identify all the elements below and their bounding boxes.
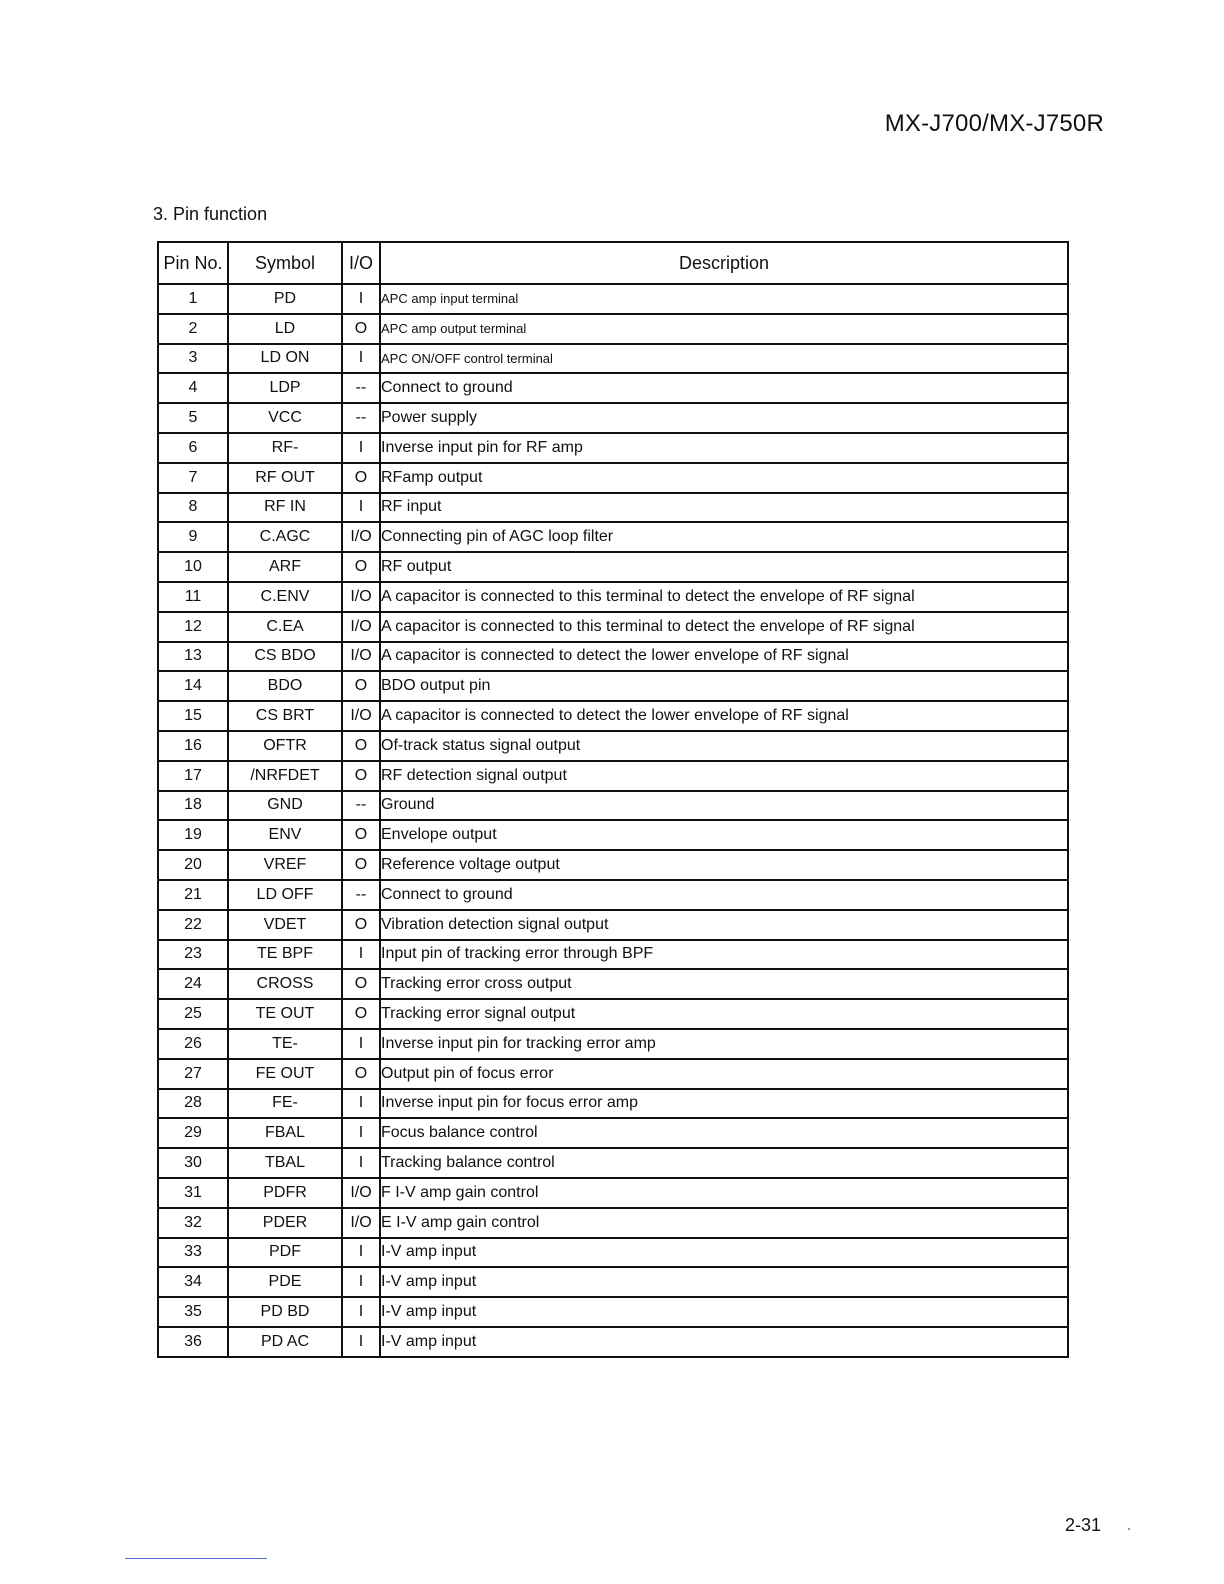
description-cell: APC amp input terminal — [380, 284, 1068, 314]
table-row — [158, 612, 1068, 642]
symbol-cell: ARF — [228, 552, 342, 582]
table-row — [158, 999, 1068, 1029]
symbol-cell: RF OUT — [228, 463, 342, 493]
symbol-cell: CROSS — [228, 969, 342, 999]
description-cell: I-V amp input — [380, 1297, 1068, 1327]
pin-number-cell: 26 — [158, 1029, 228, 1059]
col-header-pin: Pin No. — [158, 242, 228, 284]
symbol-cell: PDE — [228, 1267, 342, 1297]
description-cell: Input pin of tracking error through BPF — [380, 940, 1068, 970]
pin-number-cell: 8 — [158, 493, 228, 523]
io-cell: I — [342, 1118, 380, 1148]
table-row — [158, 284, 1068, 314]
pin-number-cell: 33 — [158, 1238, 228, 1268]
io-cell: O — [342, 761, 380, 791]
symbol-cell: LD OFF — [228, 880, 342, 910]
description-cell: Power supply — [380, 403, 1068, 433]
description-cell: Inverse input pin for focus error amp — [380, 1089, 1068, 1119]
io-cell: I — [342, 1327, 380, 1357]
symbol-cell: C.ENV — [228, 582, 342, 612]
col-header-symbol: Symbol — [228, 242, 342, 284]
description-cell: Envelope output — [380, 820, 1068, 850]
io-cell: O — [342, 671, 380, 701]
table-row — [158, 642, 1068, 672]
pin-number-cell: 22 — [158, 910, 228, 940]
description-cell: Inverse input pin for RF amp — [380, 433, 1068, 463]
io-cell: -- — [342, 403, 380, 433]
description-cell: RF input — [380, 493, 1068, 523]
page-number: 2-31 — [1065, 1515, 1102, 1535]
description-cell: Tracking error signal output — [380, 999, 1068, 1029]
symbol-cell: FE OUT — [228, 1059, 342, 1089]
decorative-line — [125, 1558, 267, 1559]
table-row — [158, 1178, 1068, 1208]
io-cell: I/O — [342, 612, 380, 642]
io-cell: I — [342, 344, 380, 374]
symbol-cell: TE- — [228, 1029, 342, 1059]
symbol-cell: FBAL — [228, 1118, 342, 1148]
table-row — [158, 791, 1068, 821]
table-row — [158, 1148, 1068, 1178]
description-cell: Reference voltage output — [380, 850, 1068, 880]
table-row — [158, 403, 1068, 433]
io-cell: -- — [342, 880, 380, 910]
io-cell: O — [342, 552, 380, 582]
io-cell: I — [342, 284, 380, 314]
io-cell: O — [342, 910, 380, 940]
symbol-cell: VCC — [228, 403, 342, 433]
symbol-cell: /NRFDET — [228, 761, 342, 791]
io-cell: O — [342, 1059, 380, 1089]
description-cell: A capacitor is connected to detect the lower envelope of RF signal — [380, 642, 1068, 672]
symbol-cell: OFTR — [228, 731, 342, 761]
symbol-cell: FE- — [228, 1089, 342, 1119]
pin-number-cell: 5 — [158, 403, 228, 433]
table-row — [158, 1238, 1068, 1268]
io-cell: I — [342, 1148, 380, 1178]
description-cell: Output pin of focus error — [380, 1059, 1068, 1089]
symbol-cell: C.AGC — [228, 522, 342, 552]
symbol-cell: PDF — [228, 1238, 342, 1268]
symbol-cell: TE OUT — [228, 999, 342, 1029]
table-row — [158, 1327, 1068, 1357]
io-cell: I/O — [342, 582, 380, 612]
pin-number-cell: 6 — [158, 433, 228, 463]
table-row — [158, 731, 1068, 761]
description-cell: A capacitor is connected to detect the lower envelope of RF signal — [380, 701, 1068, 731]
io-cell: I — [342, 1238, 380, 1268]
symbol-cell: VREF — [228, 850, 342, 880]
io-cell: I/O — [342, 1178, 380, 1208]
description-cell: A capacitor is connected to this terminal to detect the envelope of RF signal — [380, 612, 1068, 642]
pin-number-cell: 11 — [158, 582, 228, 612]
io-cell: O — [342, 999, 380, 1029]
description-cell: A capacitor is connected to this terminal to detect the envelope of RF signal — [380, 582, 1068, 612]
pin-number-cell: 28 — [158, 1089, 228, 1119]
model-header: MX-J700/MX-J750R — [884, 110, 1104, 137]
table-row — [158, 850, 1068, 880]
pin-number-cell: 24 — [158, 969, 228, 999]
section-title: 3. Pin function — [153, 204, 268, 224]
description-cell: APC ON/OFF control terminal — [380, 344, 1068, 374]
table-row — [158, 493, 1068, 523]
description-cell: I-V amp input — [380, 1238, 1068, 1268]
symbol-cell: GND — [228, 791, 342, 821]
description-cell: I-V amp input — [380, 1267, 1068, 1297]
symbol-cell: LDP — [228, 373, 342, 403]
io-cell: I — [342, 493, 380, 523]
table-row — [158, 1208, 1068, 1238]
description-cell: RF output — [380, 552, 1068, 582]
table-row — [158, 1089, 1068, 1119]
pin-number-cell: 13 — [158, 642, 228, 672]
pin-number-cell: 19 — [158, 820, 228, 850]
description-cell: Vibration detection signal output — [380, 910, 1068, 940]
table-row — [158, 701, 1068, 731]
description-cell: Tracking balance control — [380, 1148, 1068, 1178]
pin-number-cell: 29 — [158, 1118, 228, 1148]
pin-number-cell: 14 — [158, 671, 228, 701]
description-cell: Of-track status signal output — [380, 731, 1068, 761]
table-row — [158, 344, 1068, 374]
io-cell: O — [342, 820, 380, 850]
table-row — [158, 880, 1068, 910]
description-cell: Inverse input pin for tracking error amp — [380, 1029, 1068, 1059]
io-cell: I — [342, 433, 380, 463]
description-cell: Tracking error cross output — [380, 969, 1068, 999]
io-cell: O — [342, 463, 380, 493]
symbol-cell: BDO — [228, 671, 342, 701]
pin-number-cell: 2 — [158, 314, 228, 344]
symbol-cell: CS BRT — [228, 701, 342, 731]
io-cell: I/O — [342, 642, 380, 672]
io-cell: I/O — [342, 701, 380, 731]
table-header-row — [158, 242, 1068, 284]
pin-number-cell: 1 — [158, 284, 228, 314]
symbol-cell: RF IN — [228, 493, 342, 523]
col-header-description: Description — [380, 242, 1068, 284]
pin-number-cell: 31 — [158, 1178, 228, 1208]
symbol-cell: PDER — [228, 1208, 342, 1238]
description-cell: I-V amp input — [380, 1327, 1068, 1357]
pin-number-cell: 30 — [158, 1148, 228, 1178]
io-cell: -- — [342, 791, 380, 821]
pin-number-cell: 36 — [158, 1327, 228, 1357]
description-cell: Connecting pin of AGC loop filter — [380, 522, 1068, 552]
symbol-cell: LD ON — [228, 344, 342, 374]
symbol-cell: C.EA — [228, 612, 342, 642]
table-row — [158, 940, 1068, 970]
description-cell: APC amp output terminal — [380, 314, 1068, 344]
symbol-cell: PD AC — [228, 1327, 342, 1357]
table-row — [158, 1267, 1068, 1297]
pin-number-cell: 9 — [158, 522, 228, 552]
pin-function-table — [157, 241, 1069, 1358]
table-row — [158, 910, 1068, 940]
symbol-cell: TBAL — [228, 1148, 342, 1178]
table-row — [158, 1297, 1068, 1327]
symbol-cell: LD — [228, 314, 342, 344]
table-row — [158, 433, 1068, 463]
pin-number-cell: 32 — [158, 1208, 228, 1238]
pin-number-cell: 7 — [158, 463, 228, 493]
table-row — [158, 969, 1068, 999]
symbol-cell: PD — [228, 284, 342, 314]
io-cell: O — [342, 731, 380, 761]
io-cell: I/O — [342, 1208, 380, 1238]
table-row — [158, 1118, 1068, 1148]
pin-number-cell: 18 — [158, 791, 228, 821]
io-cell: I — [342, 1297, 380, 1327]
pin-number-cell: 16 — [158, 731, 228, 761]
pin-number-cell: 17 — [158, 761, 228, 791]
table-row — [158, 582, 1068, 612]
description-cell: Connect to ground — [380, 880, 1068, 910]
col-header-io: I/O — [342, 242, 380, 284]
table-row — [158, 314, 1068, 344]
table-row — [158, 1029, 1068, 1059]
symbol-cell: VDET — [228, 910, 342, 940]
io-cell: O — [342, 850, 380, 880]
pin-number-cell: 12 — [158, 612, 228, 642]
pin-number-cell: 25 — [158, 999, 228, 1029]
description-cell: BDO output pin — [380, 671, 1068, 701]
pin-number-cell: 35 — [158, 1297, 228, 1327]
description-cell: Focus balance control — [380, 1118, 1068, 1148]
io-cell: O — [342, 314, 380, 344]
io-cell: I — [342, 1089, 380, 1119]
pin-number-cell: 3 — [158, 344, 228, 374]
io-cell: O — [342, 969, 380, 999]
table-row — [158, 1059, 1068, 1089]
pin-number-cell: 27 — [158, 1059, 228, 1089]
table-row — [158, 463, 1068, 493]
table-body — [158, 284, 1068, 1357]
table-row — [158, 552, 1068, 582]
symbol-cell: RF- — [228, 433, 342, 463]
table-row — [158, 820, 1068, 850]
table-row — [158, 671, 1068, 701]
io-cell: I/O — [342, 522, 380, 552]
description-cell: F I-V amp gain control — [380, 1178, 1068, 1208]
io-cell: I — [342, 1267, 380, 1297]
description-cell: Ground — [380, 791, 1068, 821]
description-cell: RFamp output — [380, 463, 1068, 493]
description-cell: RF detection signal output — [380, 761, 1068, 791]
table-row — [158, 761, 1068, 791]
pin-number-cell: 23 — [158, 940, 228, 970]
table-row — [158, 522, 1068, 552]
symbol-cell: PDFR — [228, 1178, 342, 1208]
symbol-cell: TE BPF — [228, 940, 342, 970]
symbol-cell: ENV — [228, 820, 342, 850]
pin-number-cell: 15 — [158, 701, 228, 731]
io-cell: I — [342, 1029, 380, 1059]
pin-number-cell: 20 — [158, 850, 228, 880]
pin-number-cell: 4 — [158, 373, 228, 403]
symbol-cell: PD BD — [228, 1297, 342, 1327]
description-cell: Connect to ground — [380, 373, 1068, 403]
table-row — [158, 373, 1068, 403]
description-cell: E I-V amp gain control — [380, 1208, 1068, 1238]
pin-number-cell: 10 — [158, 552, 228, 582]
pin-number-cell: 34 — [158, 1267, 228, 1297]
io-cell: I — [342, 940, 380, 970]
decorative-dot — [1128, 1528, 1130, 1530]
io-cell: -- — [342, 373, 380, 403]
symbol-cell: CS BDO — [228, 642, 342, 672]
pin-number-cell: 21 — [158, 880, 228, 910]
